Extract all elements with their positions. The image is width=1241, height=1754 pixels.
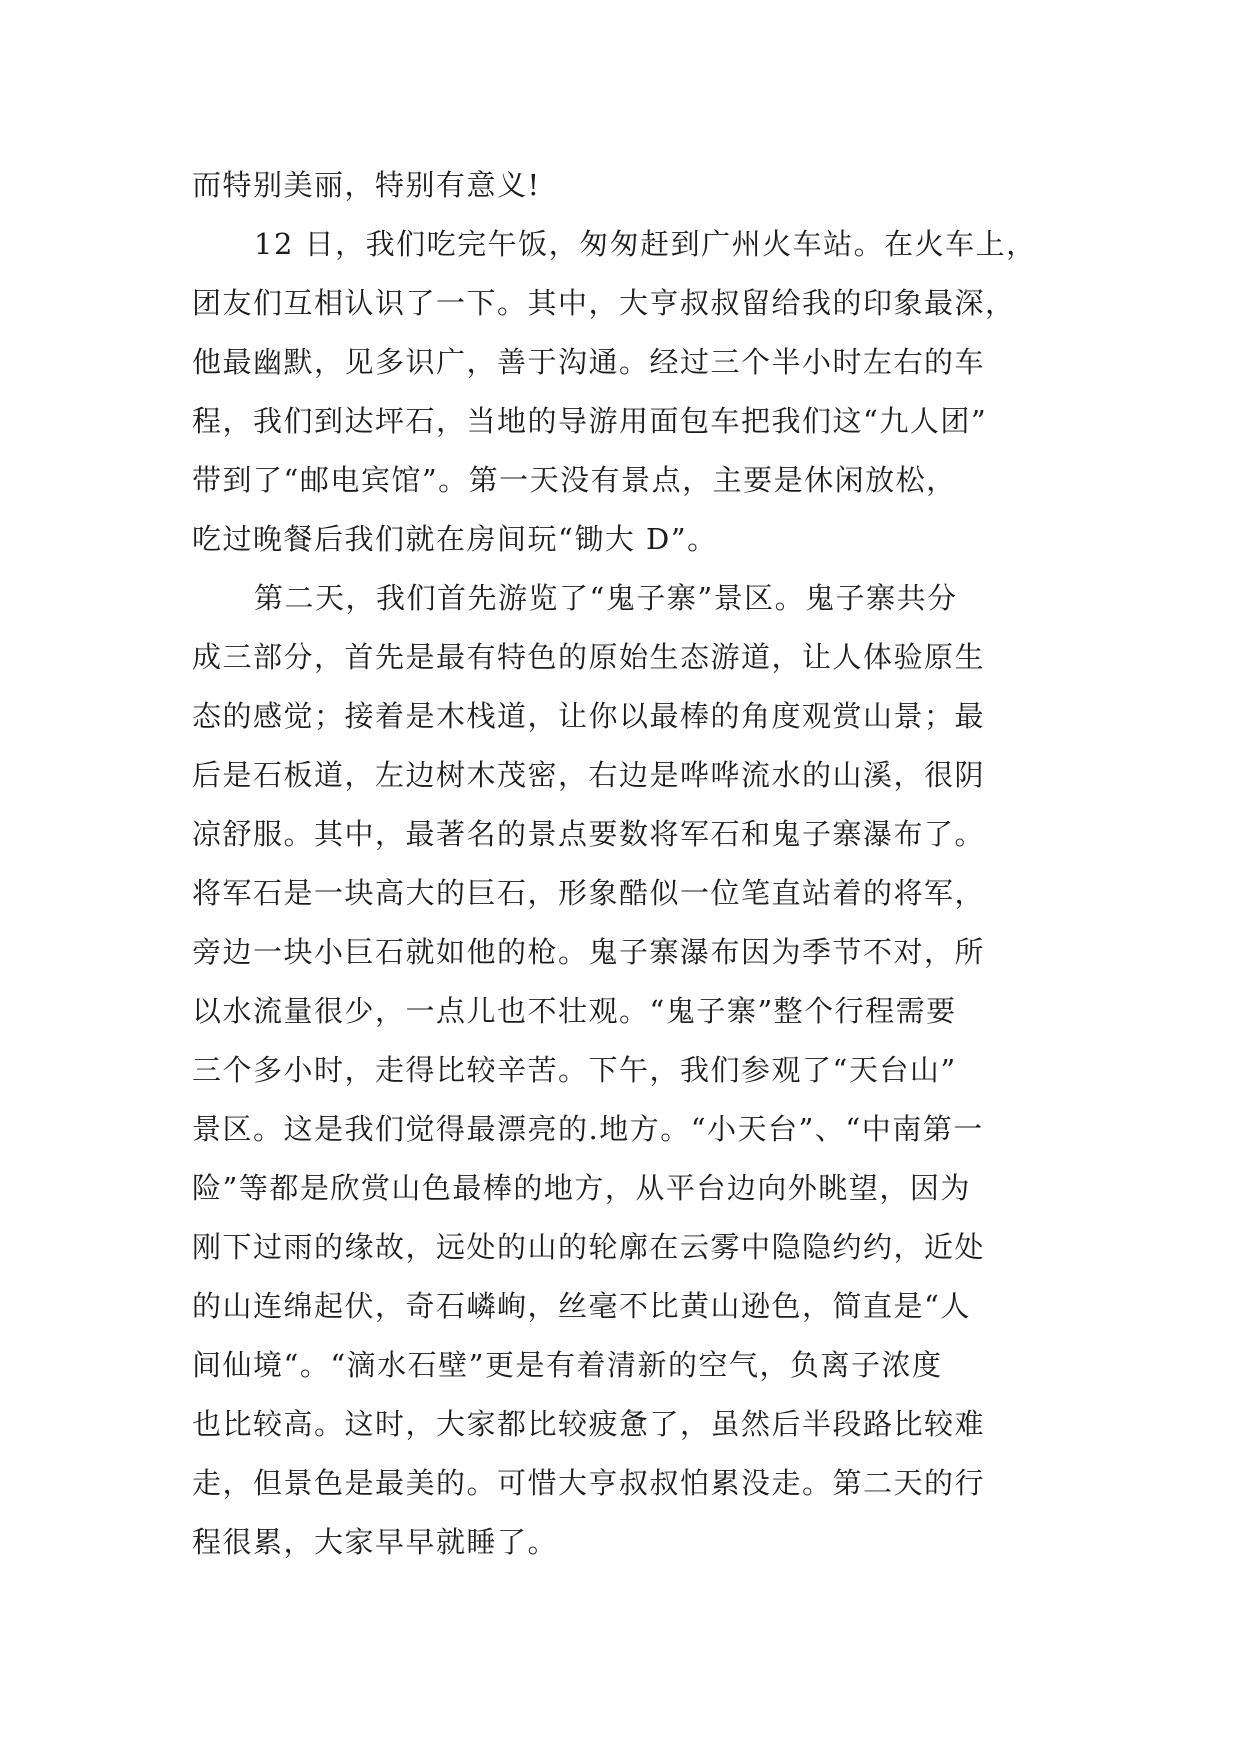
text-line: 刚下过雨的缘故，远处的山的轮廓在云雾中隐隐约约，近处 <box>192 1230 986 1264</box>
text-line: 险”等都是欣赏山色最棒的地方，从平台边向外眺望，因为 <box>192 1171 971 1205</box>
text-line: 将军石是一块高大的巨石，形象酷似一位笔直站着的将军， <box>192 876 986 910</box>
text-line: 以水流量很少，一点儿也不壮观。“鬼子寨”整个行程需要 <box>192 994 957 1028</box>
text-line: 带到了“邮电宾馆”。第一天没有景点，主要是休闲放松， <box>192 463 957 497</box>
text-line: 也比较高。这时，大家都比较疲惫了，虽然后半段路比较难 <box>192 1407 986 1441</box>
body-text <box>192 156 1072 1572</box>
text-line: 程很累，大家早早就睡了。 <box>192 1525 559 1559</box>
text-line: 团友们互相认识了一下。其中，大亨叔叔留给我的印象最深， <box>192 286 1016 320</box>
paragraph-start-line: 12 日，我们吃完午饭，匆匆赶到广州火车站。在火车上， <box>254 227 1037 261</box>
text-line: 吃过晚餐后我们就在房间玩“锄大 D”。 <box>192 522 718 556</box>
text-line: 的山连绵起伏，奇石嶙峋，丝毫不比黄山逊色，简直是“人 <box>192 1289 971 1323</box>
text-line: 景区。这是我们觉得最漂亮的.地方。“小天台”、“中南第一 <box>192 1112 984 1146</box>
text-line: 他最幽默，见多识广，善于沟通。经过三个半小时左右的车 <box>192 345 986 379</box>
paragraph-start-line: 第二天，我们首先游览了“鬼子寨”景区。鬼子寨共分 <box>254 581 958 615</box>
text-line: 走，但景色是最美的。可惜大亨叔叔怕累没走。第二天的行 <box>192 1466 986 1500</box>
text-line: 程，我们到达坪石，当地的导游用面包车把我们这“九人团” <box>192 404 988 438</box>
text-line: 间仙境“。“滴水石壁”更是有着清新的空气，负离子浓度 <box>192 1348 943 1382</box>
text-line: 三个多小时，走得比较辛苦。下午，我们参观了“天台山” <box>192 1053 957 1087</box>
text-line: 成三部分，首先是最有特色的原始生态游道，让人体验原生 <box>192 640 986 674</box>
text-line: 态的感觉；接着是木栈道，让你以最棒的角度观赏山景；最 <box>192 699 986 733</box>
text-line: 而特别美丽，特别有意义! <box>192 168 541 202</box>
text-line: 后是石板道，左边树木茂密，右边是哗哗流水的山溪，很阴 <box>192 758 986 792</box>
text-line: 旁边一块小巨石就如他的枪。鬼子寨瀑布因为季节不对，所 <box>192 935 986 969</box>
text-line: 凉舒服。其中，最著名的景点要数将军石和鬼子寨瀑布了。 <box>192 817 986 851</box>
